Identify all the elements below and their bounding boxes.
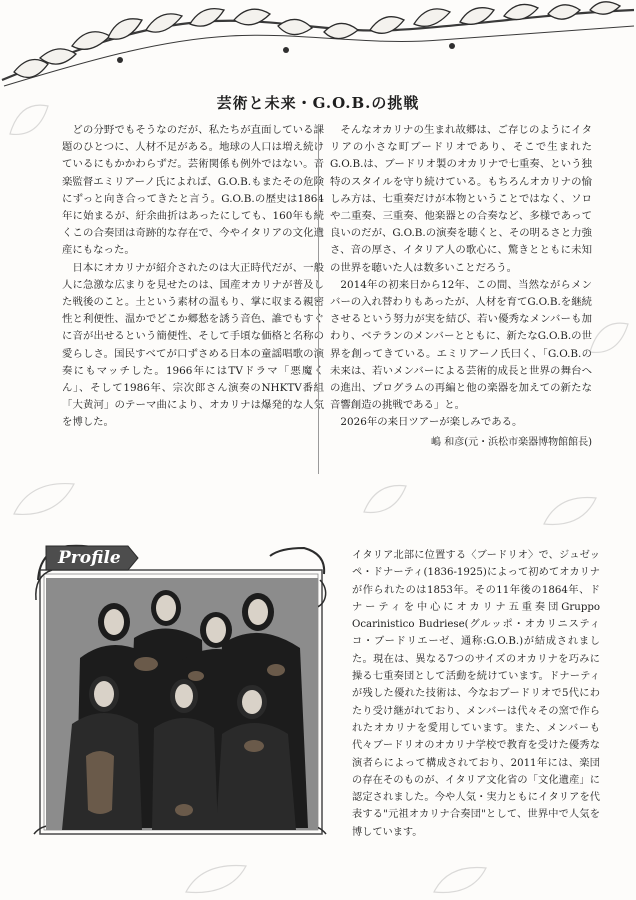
article-paragraph: 日本にオカリナが紹介されたのは大正時代だが、一般人に急激な広まりを見せたのは、国産オカリナが普及した戦後のこと。土という素材の温もり、掌に収まる親密性と利便性、温かでどこか郷愁を誘う音色、誰でもすぐに音が出せるという簡便性、そして手頃な価格と名称の愛らしさ。国民すべてが口ずさめる日本の童謡唱歌の演奏にもマッチした。1966年にはTVドラマ「悪魔くん」、そして1986年、宗次郎さん演奏のNHKTV番組「大黄河」のテーマ曲により、オカリナは爆発的な人気を博した。	[62, 261, 324, 429]
profile-paragraph: イタリア北部に位置する〈ブードリオ〉で、ジュゼッペ・ドナーティ(1836-1925)によって初めてオカリナが作られたのは1853年。その11年後の1864年、ドナーティを中心にオカリナ五重奏団Gruppo Ocarinistico Budriese(グルッポ・オカリニスティコ・ブードリエーゼ、通称:G.O.B.)が結成されました。現在は、異なる7つのサイズのオカリナを巧みに操る七重奏団として活動を続けています。ドナーティが残した優れた技術は、今なおブードリオで5代にわたり受け継がれており、メンバーは代々その窯で作られたオカリナを愛用しています。また、メンバーも代々ブードリオのオカリナ学校で教育を受けた優秀な演者らによって構成されており、2011年には、楽団の存在そのものが、イタリア文化省の「文化遺産」に認定されました。今や人気・実力ともにイタリアを代表する"元祖オカリナ合奏団"として、世界中で人気を博しています。	[352, 550, 600, 838]
article-paragraph: どの分野でもそうなのだが、私たちが直面している課題のひとつに、人材不足がある。地球の人口は増え続けているにもかかわらずだ。芸術関係も例外ではない。音楽監督エミリアーノ氏によれば、G.O.B.もまたその危険にずっと向き合ってきたと言う。G.O.B.の歴史は1864年に始まるが、紆余曲折はあったにしても、160年も続くこの合奏団は奇跡的な存在で、今やイタリアの文化遺産にもなった。	[62, 124, 324, 257]
author-signature: 嶋 和彦(元・浜松市楽器博物館館長)	[431, 436, 592, 448]
faded-leaf-icon	[586, 318, 630, 358]
faded-leaf-icon	[430, 860, 490, 898]
article-right-column	[330, 122, 592, 451]
leaf-vine-ornament	[0, 0, 636, 92]
ensemble-group-photo	[46, 578, 318, 830]
faded-leaf-icon	[10, 476, 80, 520]
column-divider	[318, 124, 319, 474]
article-paragraph: そんなオカリナの生まれ故郷は、ご存じのようにイタリアの小さな町ブードリオであり、そこで生まれたG.O.B.は、ブードリオ製のオカリナで七重奏、という独特のスタイルを守り続けている。もちろんオカリナの愉しみ方は、七重奏だけが本物ということではなく、ソロや二重奏、三重奏、他楽器との合奏など、多様であって良いのだが、G.O.B.の演奏を聴くと、その明るさと力強さ、音の厚さ、イタリア人の歌心に、驚きとともに未知の世界を聴いた人は数多いことだろう。	[330, 124, 592, 274]
article-left-column	[62, 122, 324, 432]
ensemble-silhouette	[46, 578, 318, 830]
article-paragraph: 2014年の初来日から12年、この間、当然ながらメンバーの入れ替わりもあったが、人材を育てG.O.B.を継続させるという努力が実を結び、若い優秀なメンバーも加わり、ベテランのメンバーとともに、新たなG.O.B.の世界を創ってきている。エミリアーノ氏曰く、「G.O.B.の未来は、若いメンバーによる芸術的成長と世界の舞台への進出、プログラムの再編と他の楽器を加えての新たな音響創造の挑戦である」と。	[330, 278, 592, 412]
profile-label: Profile	[58, 548, 121, 568]
article-paragraph: 2026年の来日ツアーが楽しみである。	[340, 416, 523, 429]
faded-leaf-icon	[182, 858, 252, 898]
article-title: 芸術と未来・G.O.B.の挑戦	[216, 94, 420, 112]
faded-leaf-icon	[540, 490, 600, 530]
profile-text	[352, 547, 600, 841]
faded-leaf-icon	[360, 478, 410, 518]
